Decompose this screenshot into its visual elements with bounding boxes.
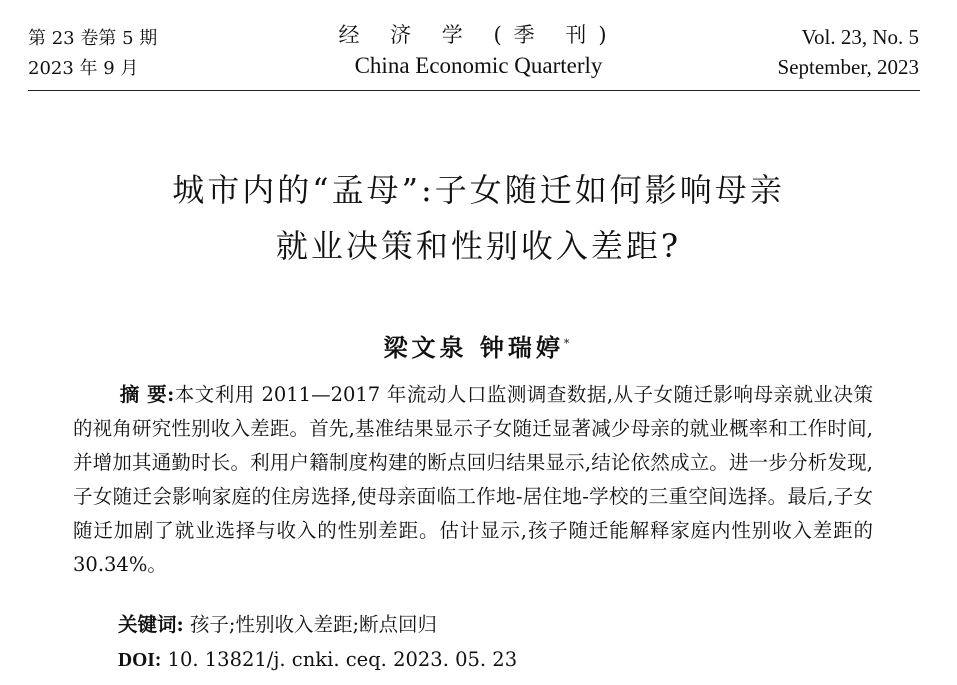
author-footnote-marker: * [563, 337, 574, 350]
keywords-label: 关键词: [118, 613, 184, 636]
header-divider [28, 90, 920, 91]
doi [118, 645, 517, 676]
journal-name-en: China Economic Quarterly [354, 53, 603, 78]
abstract-text: 本文利用 2011—2017 年流动人口监测调查数据,从子女随迁影响母亲就业决策的视角研究性别收入差距。首先,基准结果显示子女随迁显著减少母亲的就业概率和工作时间,并增加其通勤时长。利用户籍制度构建的断点回归结果显示,结论依然成立。进一步分析发现,子女随迁会影响家庭的住房选择,使母亲面临工作地-居住地-学校的三重空间选择。最后,子女随迁加剧了就业选择与收入的性别差距。估计显示,孩子随迁能解释家庭内性别收入差距的 30.34%。 [73, 383, 873, 576]
abstract-label: 摘 要: [119, 383, 175, 406]
doi-label: DOI: [118, 650, 162, 671]
keywords [118, 610, 437, 640]
title-line-2: 就业决策和性别收入差距? [275, 227, 682, 265]
page-header [0, 0, 957, 92]
author-names: 梁文泉 钟瑞婷 [383, 333, 564, 362]
volume-issue-cn: 第 23 卷第 5 期 [28, 28, 158, 49]
abstract [73, 378, 873, 582]
doi-text: 10. 13821/j. cnki. ceq. 2023. 05. 23 [167, 648, 518, 671]
author-list [0, 328, 957, 363]
header-right [778, 22, 919, 82]
title-line-1: 城市内的“孟母”:子女随迁如何影响母亲 [172, 171, 785, 209]
journal-name-cn: 经 济 学 (季 刊) [338, 23, 619, 47]
date-cn: 2023 年 9 月 [28, 58, 139, 79]
keywords-text: 孩子;性别收入差距;断点回归 [189, 613, 438, 636]
paper-title [0, 162, 957, 274]
date-en: September, 2023 [777, 55, 919, 79]
volume-issue-en: Vol. 23, No. 5 [801, 25, 919, 49]
